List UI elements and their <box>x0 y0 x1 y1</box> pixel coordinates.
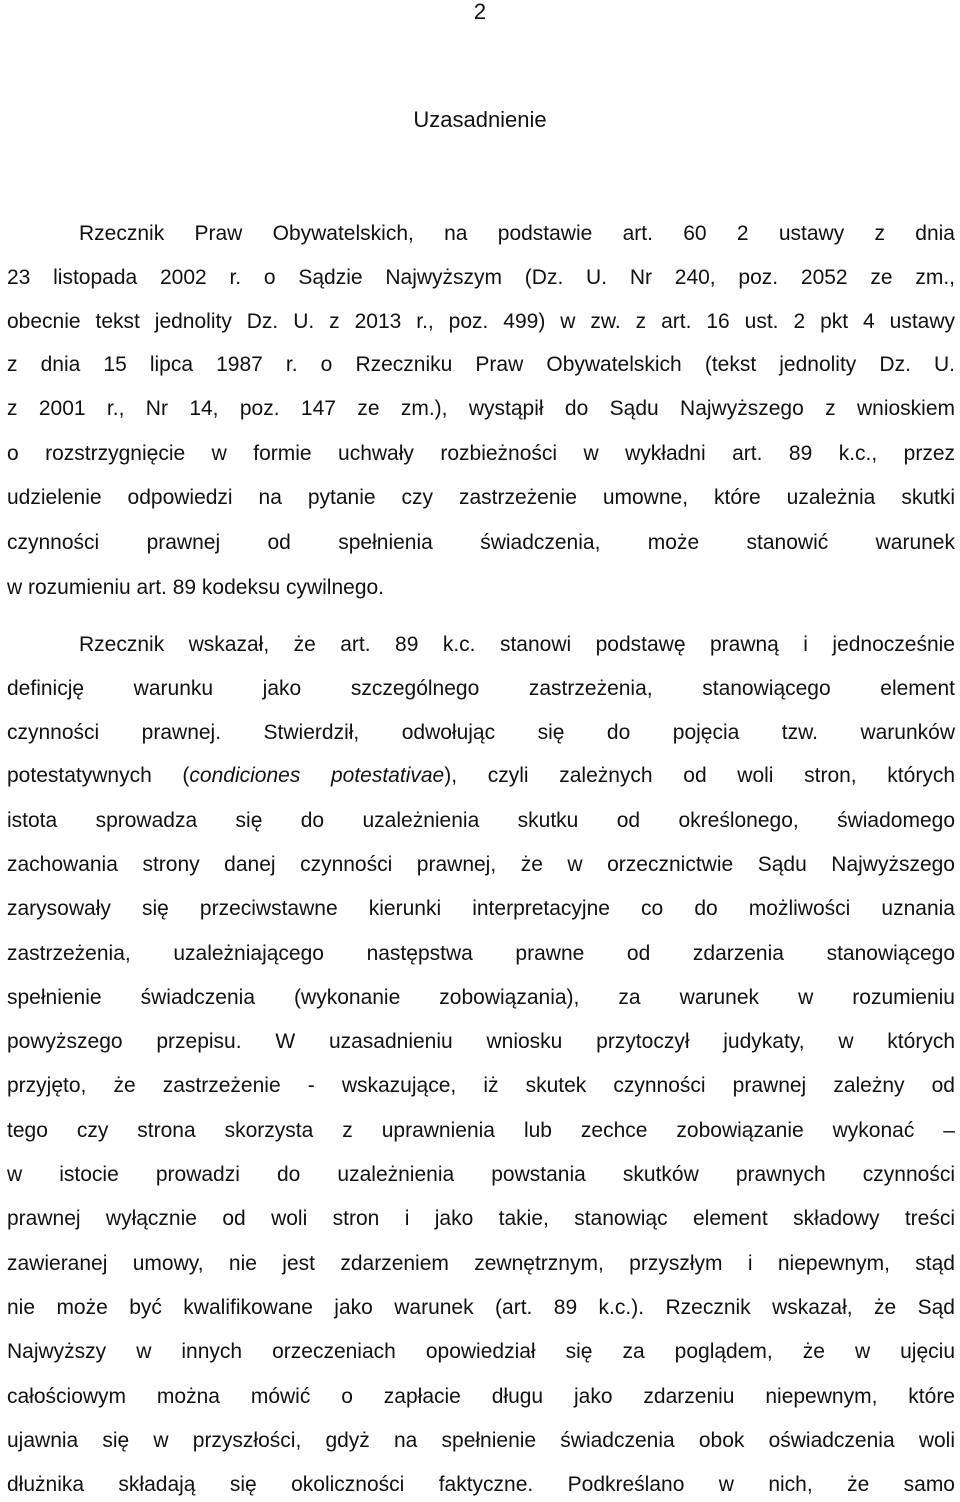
text-segment: potestatywnych ( <box>7 764 190 787</box>
text-line: ujawnia się w przyszłości, gdyż na spełnienie świadczenia obok oświadczenia woli <box>7 1429 955 1452</box>
text-line: spełnienie świadczenia (wykonanie zobowiązania), za warunek w rozumieniu <box>7 986 955 1009</box>
text-line: zastrzeżenia, uzależniającego następstwa prawne od zdarzenia stanowiącego <box>7 942 955 965</box>
text-line: o rozstrzygnięcie w formie uchwały rozbieżności w wykładni art. 89 k.c., przez <box>7 442 955 465</box>
text-line: w rozumieniu art. 89 kodeksu cywilnego. <box>7 576 385 599</box>
text-line: dłużnika składają się okoliczności faktyczne. Podkreślano w nich, że samo <box>7 1473 955 1496</box>
text-line: obecnie tekst jednolity Dz. U. z 2013 r., poz. 499) w zw. z art. 16 ust. 2 pkt 4 ustawy <box>7 310 955 333</box>
document-heading: Uzasadnienie <box>413 107 547 132</box>
text-line: Rzecznik wskazał, że art. 89 k.c. stanowi podstawę prawną i jednocześnie <box>79 633 955 656</box>
text-line: przyjęto, że zastrzeżenie - wskazujące, iż skutek czynności prawnej zależny od <box>7 1074 955 1097</box>
text-line: istota sprowadza się do uzależnienia skutku od określonego, świadomego <box>7 809 955 832</box>
text-line: czynności prawnej od spełnienia świadczenia, może stanowić warunek <box>7 531 955 554</box>
text-line: czynności prawnej. Stwierdził, odwołując się do pojęcia tzw. warunków <box>7 721 955 744</box>
text-line: zarysowały się przeciwstawne kierunki interpretacyjne co do możliwości uznania <box>7 897 955 920</box>
text-line: z dnia 15 lipca 1987 r. o Rzeczniku Praw Obywatelskich (tekst jednolity Dz. U. <box>7 353 955 376</box>
page-number: 2 <box>473 0 487 24</box>
text-line: definicję warunku jako szczególnego zastrzeżenia, stanowiącego element <box>7 677 955 700</box>
text-line: powyższego przepisu. W uzasadnieniu wniosku przytoczył judykaty, w których <box>7 1030 955 1053</box>
text-line: udzielenie odpowiedzi na pytanie czy zastrzeżenie umowne, które uzależnia skutki <box>7 486 955 509</box>
italic-term: condiciones potestativae <box>189 764 445 787</box>
text-line: zachowania strony danej czynności prawnej, że w orzecznictwie Sądu Najwyższego <box>7 853 955 876</box>
text-line: Rzecznik Praw Obywatelskich, na podstawie art. 60 2 ustawy z dnia <box>79 222 955 245</box>
text-line: nie może być kwalifikowane jako warunek (art. 89 k.c.). Rzecznik wskazał, że Sąd <box>7 1296 955 1319</box>
text-segment: ), czyli zależnych od woli stron, których <box>444 764 955 787</box>
text-line: tego czy strona skorzysta z uprawnienia lub zechce zobowiązanie wykonać – <box>7 1119 955 1142</box>
text-line: prawnej wyłącznie od woli stron i jako takie, stanowiąc element składowy treści <box>7 1207 955 1230</box>
text-line: całościowym można mówić o zapłacie długu jako zdarzeniu niepewnym, które <box>7 1385 955 1408</box>
text-line: w istocie prowadzi do uzależnienia powstania skutków prawnych czynności <box>7 1163 955 1186</box>
text-line: z 2001 r., Nr 14, poz. 147 ze zm.), wystąpił do Sądu Najwyższego z wnioskiem <box>7 397 955 420</box>
text-line: 23 listopada 2002 r. o Sądzie Najwyższym (Dz. U. Nr 240, poz. 2052 ze zm., <box>7 266 955 289</box>
text-line: zawieranej umowy, nie jest zdarzeniem zewnętrznym, przyszłym i niepewnym, stąd <box>7 1252 955 1275</box>
text-line <box>7 761 955 791</box>
text-line: Najwyższy w innych orzeczeniach opowiedział się za poglądem, że w ujęciu <box>7 1340 955 1363</box>
